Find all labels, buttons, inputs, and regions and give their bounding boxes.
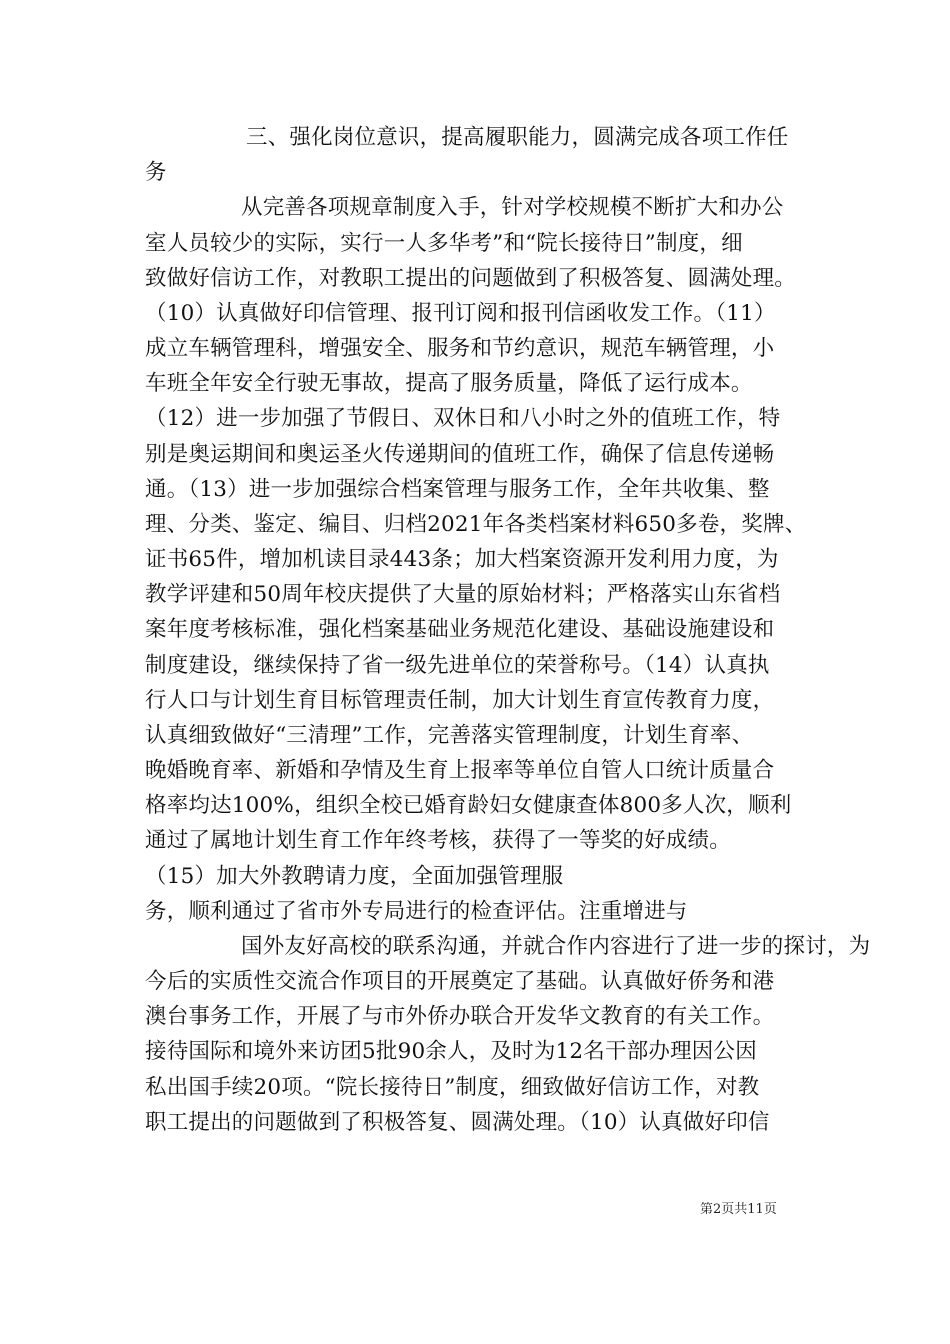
paragraph-line: 通。（13）进一步加强综合档案管理与服务工作，全年共收集、整 xyxy=(145,477,770,502)
paragraph-line: 认真细致做好“三清理”工作，完善落实管理制度，计划生育率、 xyxy=(145,723,754,748)
paragraph-line: 教学评建和50周年校庆提供了大量的原始材料；严格落实山东省档 xyxy=(145,582,781,607)
paragraph-line: 私出国手续20项。“院长接待日”制度，细致做好信访工作，对教 xyxy=(145,1075,760,1100)
paragraph-line: 案年度考核标准，强化档案基础业务规范化建设、基础设施建设和 xyxy=(145,617,775,642)
paragraph-line: 别是奥运期间和奥运圣火传递期间的值班工作，确保了信息传递畅 xyxy=(145,442,775,467)
paragraph-line: 国外友好高校的联系沟通，并就合作内容进行了进一步的探讨，为 xyxy=(241,934,871,959)
paragraph-line: （15）加大外教聘请力度，全面加强管理服 xyxy=(145,864,564,889)
paragraph-line: 行人口与计划生育目标管理责任制，加大计划生育宣传教育力度， xyxy=(145,688,775,713)
paragraph-line: 制度建设，继续保持了省一级先进单位的荣誉称号。（14）认真执 xyxy=(145,653,770,678)
paragraph-line: 从完善各项规章制度入手，针对学校规模不断扩大和办公 xyxy=(241,195,784,220)
section-heading: 三、强化岗位意识，提高履职能力，圆满完成各项工作任 xyxy=(246,125,789,150)
paragraph-line: 格率均达100%，组织全校已婚育龄妇女健康查体800多人次，顺利 xyxy=(145,793,792,818)
paragraph-line: 晚婚晚育率、新婚和孕情及生育上报率等单位自管人口统计质量合 xyxy=(145,758,775,783)
paragraph-line: 车班全年安全行驶无事故，提高了服务质量，降低了运行成本。 xyxy=(145,371,753,396)
section-heading-continuation: 务 xyxy=(145,160,167,185)
paragraph-line: （10）认真做好印信管理、报刊订阅和报刊信函收发工作。（11） xyxy=(145,301,776,326)
paragraph-line: 今后的实质性交流合作项目的开展奠定了基础。认真做好侨务和港 xyxy=(145,969,775,994)
paragraph-line: （12）进一步加强了节假日、双休日和八小时之外的值班工作，特 xyxy=(145,406,781,431)
paragraph-line: 通过了属地计划生育工作年终考核，获得了一等奖的好成绩。 xyxy=(145,828,731,853)
page-number-footer: 第2页共11页 xyxy=(700,1202,777,1217)
paragraph-line: 接待国际和境外来访团5批90余人，及时为12名干部办理因公因 xyxy=(145,1039,757,1064)
paragraph-line: 理、分类、鉴定、编目、归档2021年各类档案材料650多卷，奖牌、 xyxy=(145,512,807,537)
paragraph-line: 室人员较少的实际，实行一人多华考”和“院长接待日”制度，细 xyxy=(145,231,743,256)
paragraph-line: 务，顺利通过了省市外专局进行的检查评估。注重增进与 xyxy=(145,899,688,924)
paragraph-line: 成立车辆管理科，增强安全、服务和节约意识，规范车辆管理，小 xyxy=(145,336,775,361)
paragraph-line: 职工提出的问题做到了积极答复、圆满处理。（10）认真做好印信 xyxy=(145,1110,770,1135)
paragraph-line: 证书65件，增加机读目录443条；加大档案资源开发利用力度，为 xyxy=(145,547,779,572)
paragraph-line: 澳台事务工作，开展了与市外侨办联合开发华文教育的有关工作。 xyxy=(145,1004,775,1029)
paragraph-line: 致做好信访工作，对教职工提出的问题做到了积极答复、圆满处理。 xyxy=(145,266,797,291)
